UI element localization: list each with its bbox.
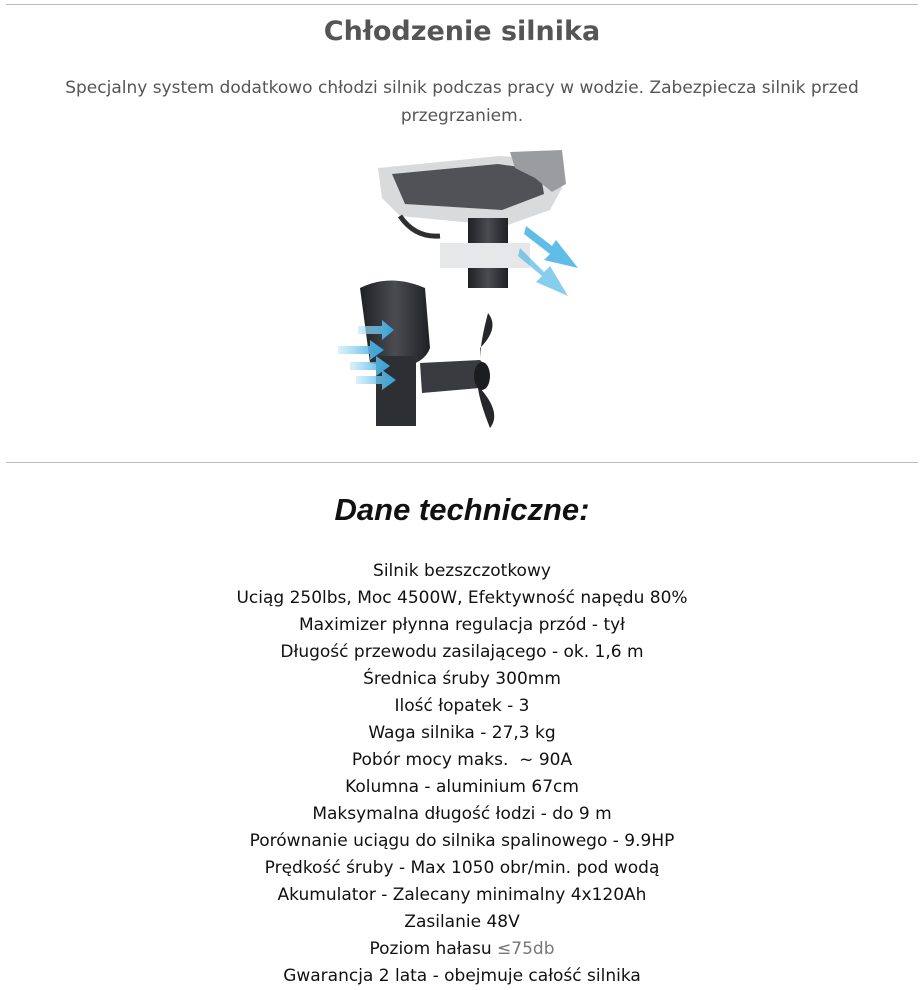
cooling-description: Specjalny system dodatkowo chłodzi silnik podczas pracy w wodzie. Zabezpiecza silnik przed przegrzaniem. [65,78,859,126]
spec-item: Silnik bezszczotkowy [373,561,551,581]
spec-item: Kolumna - aluminium 67cm [345,777,579,797]
specs-title: Dane techniczne: [334,492,590,527]
spec-item: Średnica śruby 300mm [363,669,561,689]
specs-list [0,558,924,990]
noise-label: Poziom hałasu [369,939,492,959]
motor-cooling-illustration [330,148,590,428]
spec-item: Maximizer płynna regulacja przód - tył [298,615,626,635]
spec-item: Prędkość śruby - Max 1050 obr/min. pod wodą [264,858,660,878]
spec-item-noise [0,936,924,963]
spec-item-warranty: Gwarancja 2 lata - obejmuje całość silnika [283,966,641,986]
spec-item: Zasilanie 48V [404,912,520,932]
cooling-outflow-arrows-icon [518,226,578,296]
spec-item: Uciąg 250lbs, Moc 4500W, Efektywność napędu 80% [236,588,688,608]
spec-item: Ilość łopatek - 3 [394,696,530,716]
section-divider [6,462,918,463]
cooling-title: Chłodzenie silnika [323,16,601,47]
spec-item: Porównanie uciągu do silnika spalinowego - 9.9HP [249,831,675,851]
spec-item: Maksymalna długość łodzi - do 9 m [312,804,612,824]
spec-item: Waga silnika - 27,3 kg [368,723,556,743]
top-divider [6,4,918,5]
spec-item: Długość przewodu zasilającego - ok. 1,6 m [280,642,644,662]
lower-unit-icon [360,281,494,429]
spec-item: Pobór mocy maks. ~ 90A [351,750,573,770]
spec-item: Akumulator - Zalecany minimalny 4x120Ah [277,885,647,905]
noise-value: ≤75db [497,939,555,959]
